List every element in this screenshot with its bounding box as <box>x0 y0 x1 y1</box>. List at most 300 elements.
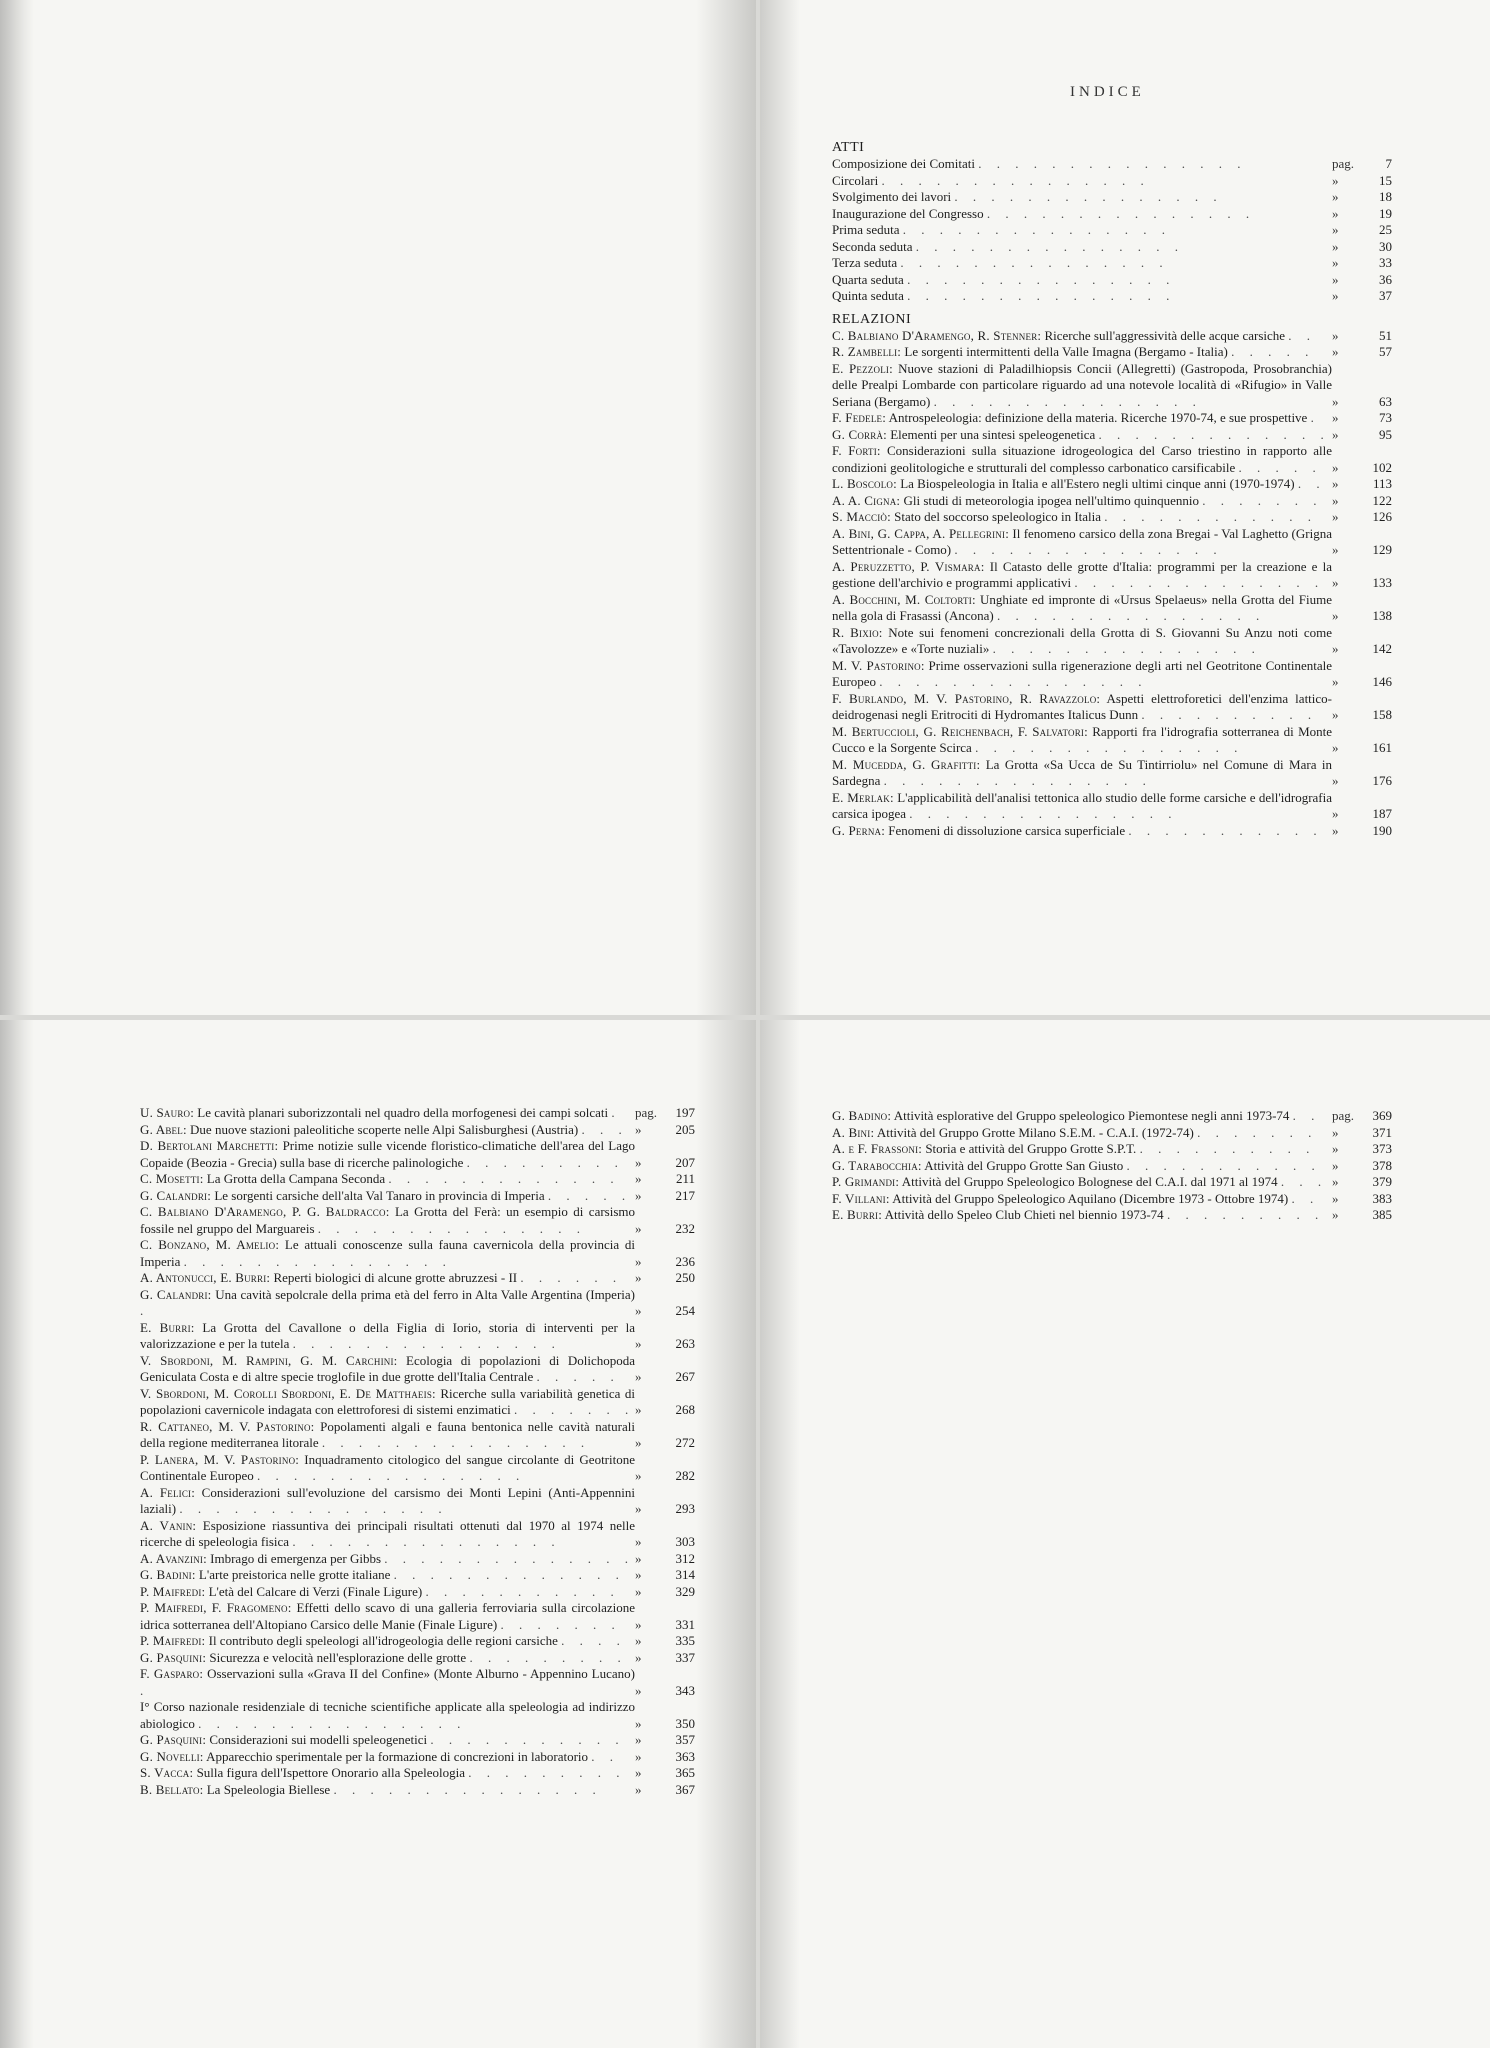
entry-title: Gli studi di meteorologia ipogea nell'ultimo quinquennio <box>903 492 1200 508</box>
dot-leader: . . . . . <box>547 1187 632 1203</box>
entry-text <box>140 1633 635 1650</box>
entry-text <box>140 1567 635 1584</box>
dot-leader: . . . . . . . . . . <box>1139 1141 1316 1156</box>
dot-leader: . . . . . <box>536 1369 620 1384</box>
entry-text <box>140 1452 635 1485</box>
dot-leader: . . . . . . . . . . . <box>1126 1157 1321 1173</box>
entry-title: Quinta seduta <box>832 288 904 303</box>
dot-leader: . . . . . . . . . . . . . . . <box>183 1253 452 1269</box>
toc-entry <box>832 526 1392 559</box>
page-prefix: » <box>1332 575 1339 590</box>
page-number: 383 <box>1372 1190 1392 1206</box>
page-number: 126 <box>1372 509 1392 524</box>
page-prefix: » <box>635 1633 642 1648</box>
entry-title: Ricerche sull'aggressività delle acque carsiche <box>1044 327 1286 343</box>
toc-entry <box>140 1353 695 1386</box>
page-number: 19 <box>1379 205 1392 221</box>
dot-leader: . . . . . . . <box>513 1402 635 1417</box>
entry-author: E. Burri: <box>832 1207 883 1222</box>
entry-text <box>832 410 1332 427</box>
entry-title: Attività del Gruppo Grotte San Giusto <box>924 1157 1124 1173</box>
entry-author: G. Badino: <box>832 1108 892 1123</box>
entry-title: Una cavità sepolcrale della prima età del ferro in Alta Valle Argentina (Imperia) <box>215 1286 635 1302</box>
entry-author: A. Avanzini: <box>140 1550 207 1566</box>
toc-entry <box>140 1650 695 1667</box>
relazioni-heading: RELAZIONI <box>832 311 912 327</box>
entry-author: C. Balbiano D'Aramengo, P. G. Baldracco: <box>140 1204 390 1219</box>
entry-title: La Grotta del Ferà: un esempio di carsismo fossile nel gruppo del Marguareis <box>140 1204 636 1236</box>
relazioni-list <box>832 328 1392 840</box>
toc-entry <box>140 1122 695 1139</box>
dot-leader: . . . . . . . . . . . . . . . <box>881 172 1150 188</box>
page-prefix: pag. <box>635 1105 658 1120</box>
entry-title: Terza seduta <box>832 255 898 270</box>
entry-author: A. Bini, G. Cappa, A. Pellegrini: <box>832 525 1010 541</box>
page-number: 363 <box>675 1748 695 1764</box>
page-prefix: » <box>1332 222 1339 237</box>
page-prefix: » <box>635 1781 642 1797</box>
toc-entry <box>832 156 1392 173</box>
entry-title: Circolari <box>832 172 879 188</box>
entry-title: Aspetti elettroforetici dell'enzima lattico-deidrogenasi negli Eritrociti di Hydromantes Italicus Dunn <box>832 690 1333 722</box>
entry-title: Ecologia di popolazioni di Dolichopoda Geniculata Costa e di altre specie troglofile in due grotte dell'Italia Centrale <box>140 1352 636 1384</box>
page-prefix: » <box>1332 707 1339 722</box>
page-number: 254 <box>675 1303 695 1318</box>
entry-author: R. Cattaneo, M. V. Pastorino: <box>140 1418 315 1434</box>
entry-title: Il contributo degli speleologi all'idrogeologia delle regioni carsiche <box>208 1633 558 1648</box>
entry-text <box>832 1108 1332 1125</box>
entry-title: Prima seduta <box>832 222 900 237</box>
entry-title: Il fenomeno carsico della zona Bregai - Val Laghetto (Grigna Settentrionale - Como) <box>832 525 1332 557</box>
toc-entry <box>140 1765 695 1782</box>
toc-bottom-left <box>140 1105 695 1798</box>
entry-text <box>140 1699 635 1732</box>
entry-text <box>140 1749 635 1766</box>
toc-entry <box>832 173 1392 190</box>
dot-leader: . . . . . . . . . . . . . . . <box>317 1220 586 1236</box>
dot-leader: . . . . . . . . . . . . . . . <box>992 641 1261 656</box>
entry-title: Attività del Gruppo Speleologico Aquilano (Dicembre 1973 - Ottobre 1974) <box>892 1190 1289 1206</box>
page-number: 15 <box>1379 172 1392 188</box>
entry-author: M. Bertuccioli, G. Reichenbach, F. Salvatori: <box>832 723 1088 739</box>
entry-text <box>832 443 1332 476</box>
dot-leader: . . . . . . . . . <box>1166 1207 1325 1222</box>
entry-title: Prime notizie sulle vicende floristico-climatiche dell'area del Lago Copaide (Beozia - Grecia) sulla base di ricerche palinologiche <box>140 1138 636 1170</box>
page-number: 369 <box>1372 1108 1392 1123</box>
page-number: 36 <box>1379 271 1392 287</box>
entry-author: G. Corrà: <box>832 426 887 442</box>
page-number: 282 <box>675 1468 695 1483</box>
index-title: INDICE <box>1070 84 1145 100</box>
dot-leader: . . . . . . . . . . . . . . . <box>900 255 1169 270</box>
dot-leader: . . . . . . . . . . . . . . . <box>292 1336 561 1351</box>
entry-text <box>140 1551 635 1568</box>
entry-title: Le attuali conoscenze sulla fauna cavernicola della provincia di Imperia <box>140 1237 635 1269</box>
entry-title: Attività del Gruppo Speleologico Bolognese del C.A.I. dal 1971 al 1974 <box>901 1174 1278 1189</box>
page-prefix: » <box>635 1583 642 1599</box>
dot-leader: . . . . . . . <box>1202 492 1323 508</box>
entry-title: Storia e attività del Gruppo Grotte S.P.T. <box>925 1141 1137 1156</box>
dot-leader: . . <box>591 1748 620 1764</box>
entry-author: P. Maifredi: <box>140 1633 206 1648</box>
page-prefix: » <box>635 1270 642 1285</box>
dot-leader: . . . . . . . . . . . . . . . <box>179 1501 448 1516</box>
page-edge-shadow <box>0 1020 34 2048</box>
dot-leader: . . . . . . . . . . . <box>430 1732 625 1747</box>
toc-entry <box>140 1485 695 1518</box>
toc-entry <box>140 1171 695 1188</box>
page-number: 337 <box>675 1649 695 1665</box>
page-number: 51 <box>1379 327 1392 343</box>
entry-author: A. A. Cigna: <box>832 492 901 508</box>
page-number: 129 <box>1372 542 1392 557</box>
toc-entry <box>832 724 1392 757</box>
dot-leader: . . . . . . . <box>500 1616 621 1632</box>
entry-text <box>140 1105 635 1122</box>
toc-entry <box>140 1204 695 1237</box>
entry-title: Inaugurazione del Congresso <box>832 205 984 221</box>
entry-author: G. Abel: <box>140 1121 187 1137</box>
entry-text <box>832 509 1332 526</box>
page-prefix: » <box>635 1187 642 1203</box>
dot-leader: . . . . . . . <box>1197 1124 1318 1140</box>
entry-text <box>832 288 1332 305</box>
toc-entry <box>140 1386 695 1419</box>
entry-title: Le cavità planari suborizzontali nel quadro della morfogenesi dei campi solcati <box>197 1105 609 1120</box>
entry-title: La Biospeleologia in Italia e all'Estero negli ultimi cinque anni (1970-1974) <box>900 476 1295 491</box>
entry-author: P. Maifredi: <box>140 1583 206 1599</box>
page-number: 357 <box>675 1732 695 1747</box>
toc-entry <box>140 1567 695 1584</box>
entry-title: Svolgimento dei lavori <box>832 189 952 204</box>
dot-leader: . . . . . . . . . . . . . . . <box>954 542 1223 557</box>
spine-shadow <box>760 0 800 1015</box>
page-prefix: » <box>635 1715 642 1731</box>
entry-title: Inquadramento citologico del sangue circolante di Geotritone Continentale Europeo <box>140 1451 635 1483</box>
entry-title: Attività esplorative del Gruppo speleologico Piemontese negli anni 1973-74 <box>893 1108 1290 1123</box>
entry-title: Antrospeleologia: definizione della materia. Ricerche 1970-74, e sue prospettive <box>888 410 1308 425</box>
dot-leader: . . . . . <box>1238 459 1322 475</box>
dot-leader: . . . . . . . . . . . <box>1128 822 1323 838</box>
page-number: 217 <box>675 1187 695 1203</box>
toc-entry <box>832 1158 1392 1175</box>
entry-author: S. Vacca: <box>140 1765 194 1780</box>
page-number: 268 <box>675 1402 695 1417</box>
page-prefix: » <box>1332 1207 1339 1222</box>
toc-entry <box>140 1287 695 1320</box>
entry-title: Effetti dello scavo di una galleria ferroviaria sulla circolazione idrica sotterranea dell'Altopiano Carsico delle Manie (Finale Ligure) <box>140 1600 635 1632</box>
page-prefix: » <box>1332 393 1339 409</box>
entry-text <box>832 1158 1332 1175</box>
entry-text <box>140 1287 635 1320</box>
toc-entry <box>140 1782 695 1799</box>
dot-leader: . . . . . . . . . . . . . . . <box>986 205 1256 221</box>
toc-entry <box>140 1237 695 1270</box>
page-number: 314 <box>675 1567 695 1582</box>
entry-author: E. Pezzoli: <box>832 360 893 376</box>
entry-author: L. Boscolo: <box>832 476 897 491</box>
dot-leader: . . . . . . . . . . . . . . . <box>879 674 1148 689</box>
page-number: 57 <box>1379 344 1392 359</box>
spine-shadow <box>760 1020 800 2048</box>
atti-heading: ATTI <box>832 140 865 155</box>
toc-entry <box>140 1320 695 1353</box>
toc-entry <box>140 1188 695 1205</box>
entry-text <box>832 559 1332 592</box>
entry-text <box>140 1666 635 1699</box>
toc-entry <box>832 1108 1392 1125</box>
dot-leader: . . . . . . . . . . . . . . <box>384 1550 635 1566</box>
dot-leader: . . . . . . . . . . . . . . . <box>321 1435 591 1450</box>
page-number: 7 <box>1385 156 1392 171</box>
toc-entry <box>832 476 1392 493</box>
entry-title: Le sorgenti carsiche dell'alta Val Tanaro in provincia di Imperia <box>214 1187 545 1203</box>
dot-leader: . . . . . . . . . . . . . . . <box>933 393 1202 409</box>
page-number: 365 <box>675 1765 695 1780</box>
entry-title: Popolamenti algali e fauna bentonica nelle cavità naturali della regione mediterranea litorale <box>140 1418 635 1450</box>
page-number: 187 <box>1372 806 1392 821</box>
dot-leader: . . . . . . . . . . . . . . . <box>915 238 1185 254</box>
entry-title: Apparecchio sperimentale per la formazione di concrezioni in laboratorio <box>206 1748 589 1764</box>
entry-author: G. Pasquini: <box>140 1732 207 1747</box>
entry-text <box>832 757 1332 790</box>
toc-entry <box>140 1732 695 1749</box>
entry-text <box>140 1600 635 1633</box>
toc-entry <box>832 410 1392 427</box>
toc-entry <box>140 1452 695 1485</box>
page-number: 312 <box>675 1550 695 1566</box>
page-number: 385 <box>1372 1207 1392 1222</box>
dot-leader: . . . <box>1280 1174 1328 1189</box>
page-prefix: » <box>1332 822 1339 838</box>
spine-shadow <box>696 0 756 1015</box>
entry-text <box>832 1125 1332 1142</box>
page-prefix: » <box>1332 492 1339 508</box>
dot-leader: . . . . . . . . . . . . . . . <box>333 1781 602 1797</box>
entry-author: G. Perna: <box>832 822 886 838</box>
page-number: 113 <box>1372 476 1392 491</box>
entry-author: V. Sbordoni, M. Rampini, G. M. Carchini: <box>140 1352 398 1368</box>
entry-author: E. Burri: <box>140 1319 195 1335</box>
page-prefix: » <box>1332 608 1339 623</box>
entry-text <box>140 1765 635 1782</box>
page-top-left-blank <box>0 0 756 1015</box>
toc-entry <box>140 1105 695 1122</box>
page-prefix: » <box>1332 255 1339 270</box>
toc-entry <box>832 790 1392 823</box>
dot-leader: . . <box>1292 1108 1321 1123</box>
entry-text <box>140 1419 635 1452</box>
toc-entry <box>832 1207 1392 1224</box>
entry-text <box>832 691 1332 724</box>
page-prefix: » <box>1332 238 1339 254</box>
page-prefix: » <box>1332 476 1339 491</box>
entry-title: L'applicabilità dell'analisi tettonica allo studio delle forme carsiche e dell'idrografia carsica ipogea <box>832 789 1333 821</box>
entry-text <box>832 592 1332 625</box>
toc-entry <box>832 427 1392 444</box>
entry-author: B. Bellato: <box>140 1781 204 1797</box>
toc-entry <box>832 1191 1392 1208</box>
toc-entry <box>140 1551 695 1568</box>
entry-text <box>140 1270 635 1287</box>
toc-entry <box>832 239 1392 256</box>
dot-leader: . . . . . . . . . . . . . <box>1098 426 1330 442</box>
spine-shadow <box>696 1020 756 2048</box>
entry-title: Seconda seduta <box>832 238 913 254</box>
page-prefix: » <box>635 1732 642 1747</box>
entry-author: A. Bini: <box>832 1124 875 1140</box>
toc-entry <box>832 559 1392 592</box>
entry-author: S. Macciò: <box>832 509 891 524</box>
page-number: 378 <box>1372 1157 1392 1173</box>
page-number: 350 <box>675 1715 695 1731</box>
page-prefix: » <box>635 1369 642 1384</box>
dot-leader: . . . <box>581 1121 628 1137</box>
page-prefix: » <box>635 1253 642 1269</box>
page-number: 133 <box>1372 575 1392 590</box>
toc-entry <box>832 625 1392 658</box>
page-prefix: » <box>1332 205 1339 221</box>
entry-title: La Grotta della Campana Seconda <box>206 1171 386 1186</box>
dot-leader: . . . . . . . . . . . . . <box>388 1171 620 1186</box>
dot-leader: . . . . <box>561 1633 626 1648</box>
toc-entry <box>140 1138 695 1171</box>
page-prefix: pag. <box>1332 156 1355 171</box>
page-number: 138 <box>1372 608 1392 623</box>
entry-text <box>140 1518 635 1551</box>
page-number: 207 <box>675 1154 695 1170</box>
toc-entry <box>832 443 1392 476</box>
dot-leader: . . . . . . . . . . . . <box>1104 509 1318 524</box>
dot-leader: . . . . . . . . . . . . . . . <box>978 156 1247 171</box>
entry-text <box>832 361 1332 411</box>
page-number: 158 <box>1372 707 1392 722</box>
page-edge-shadow <box>0 0 34 1015</box>
page-prefix: » <box>1332 1174 1339 1189</box>
entry-author: G. Badini: <box>140 1567 196 1582</box>
page-number: 37 <box>1379 288 1392 303</box>
entry-author: A. Antonucci, E. Burri: <box>140 1270 271 1285</box>
dot-leader: . . . . . . . . . . . . . . . <box>909 806 1178 821</box>
page-prefix: » <box>1332 344 1339 359</box>
page-number: 211 <box>675 1171 695 1186</box>
page-prefix: » <box>635 1748 642 1764</box>
page-prefix: » <box>635 1682 642 1698</box>
page-prefix: pag. <box>1332 1108 1355 1123</box>
entry-title: Elementi per una sintesi speleogenetica <box>890 426 1096 442</box>
page-number: 25 <box>1379 222 1392 237</box>
dot-leader: . <box>1310 410 1320 425</box>
page-prefix: » <box>1332 172 1339 188</box>
entry-author: F. Gasparo: <box>140 1666 204 1681</box>
page-number: 263 <box>675 1336 695 1351</box>
page-number: 63 <box>1379 393 1392 409</box>
page-number: 190 <box>1372 822 1392 838</box>
entry-author: A. Peruzzetto, P. Vismara: <box>832 558 985 574</box>
entry-title: Due nuove stazioni paleolitiche scoperte nelle Alpi Salisburghesi (Austria) <box>190 1121 579 1137</box>
toc-entry <box>140 1633 695 1650</box>
page-number: 30 <box>1379 238 1392 254</box>
page-prefix: » <box>635 1468 642 1483</box>
page-number: 303 <box>675 1534 695 1549</box>
page-prefix: » <box>1332 410 1339 425</box>
page-number: 232 <box>675 1220 695 1236</box>
dot-leader: . . <box>1297 476 1326 491</box>
toc-entry <box>832 361 1392 411</box>
toc-entry <box>140 1584 695 1601</box>
page-number: 73 <box>1379 410 1392 425</box>
dot-leader: . . . . . . . . . . <box>1141 707 1318 722</box>
entry-author: G. Novelli: <box>140 1748 204 1764</box>
toc-entry <box>832 1141 1392 1158</box>
entry-author: A. Bocchini, M. Coltorti: <box>832 591 976 607</box>
entry-text <box>832 156 1332 173</box>
entry-text <box>832 427 1332 444</box>
dot-leader: . . . . . . <box>520 1270 623 1285</box>
entry-text <box>832 1141 1332 1158</box>
toc-entry <box>832 823 1392 840</box>
page-number: 176 <box>1372 773 1392 788</box>
entry-title: Osservazioni sulla «Grava II del Confine» (Monte Alburno - Appennino Lucano) <box>207 1666 635 1681</box>
toc-entry <box>140 1419 695 1452</box>
entry-author: U. Sauro: <box>140 1105 195 1120</box>
entry-text <box>832 526 1332 559</box>
page-number: 197 <box>675 1105 695 1120</box>
dot-leader: . . . . . . . . . . . . . . . <box>198 1715 467 1731</box>
entry-author: P. Grimandi: <box>832 1174 900 1189</box>
dot-leader: . . . . . . . . . . . . . . . <box>975 740 1244 755</box>
toc-entry <box>832 1174 1392 1191</box>
entry-title: Unghiate ed impronte di «Ursus Spelaeus» nella Grotta del Fiume nella gola di Frasassi (Ancona) <box>832 591 1332 623</box>
entry-text <box>832 328 1332 345</box>
entry-text <box>832 206 1332 223</box>
page-number: 102 <box>1372 459 1392 475</box>
entry-text <box>140 1353 635 1386</box>
entry-title: Ricerche sulla variabilità genetica di popolazioni cavernicole indagata con elettroforesi di sistemi enzimatici <box>140 1385 635 1417</box>
dot-leader: . . . . . . . . . . . . . . . <box>256 1468 526 1483</box>
page-prefix: » <box>1332 542 1339 557</box>
entry-author: C. Mosetti: <box>140 1171 204 1186</box>
entry-text <box>832 272 1332 289</box>
page-number: 161 <box>1372 740 1392 755</box>
page-number: 272 <box>675 1435 695 1450</box>
page-prefix: » <box>1332 1124 1339 1140</box>
entry-text <box>832 344 1332 361</box>
page-prefix: » <box>635 1402 642 1417</box>
entry-title: Attività dello Speleo Club Chieti nel biennio 1973-74 <box>884 1207 1164 1222</box>
dot-leader: . . . . . . . . . <box>466 1154 624 1170</box>
dot-leader: . <box>140 1303 150 1318</box>
dot-leader: . . . . . . . . . . . . . . . <box>907 288 1176 303</box>
entry-author: A. Felici: <box>140 1484 196 1500</box>
toc-entry <box>832 288 1392 305</box>
entry-text <box>140 1650 635 1667</box>
entry-title: Composizione dei Comitati <box>832 156 975 171</box>
dot-leader: . . . . . . . . . . . . . <box>393 1567 625 1582</box>
entry-title: La Grotta «Sa Ucca de Su Tintirriolu» nel Comune di Mara in Sardegna <box>832 756 1332 788</box>
entry-author: G. Calandri: <box>140 1286 212 1302</box>
page-number: 293 <box>675 1501 695 1516</box>
dot-leader: . . <box>1288 327 1317 343</box>
entry-text <box>832 476 1332 493</box>
entry-author: M. Mucedda, G. Grafitti: <box>832 756 981 772</box>
dot-leader: . . <box>1291 1190 1320 1206</box>
entry-text <box>140 1122 635 1139</box>
page-number: 250 <box>675 1270 695 1285</box>
toc-entry <box>832 757 1392 790</box>
page-prefix: » <box>635 1303 642 1318</box>
page-prefix: » <box>635 1220 642 1236</box>
